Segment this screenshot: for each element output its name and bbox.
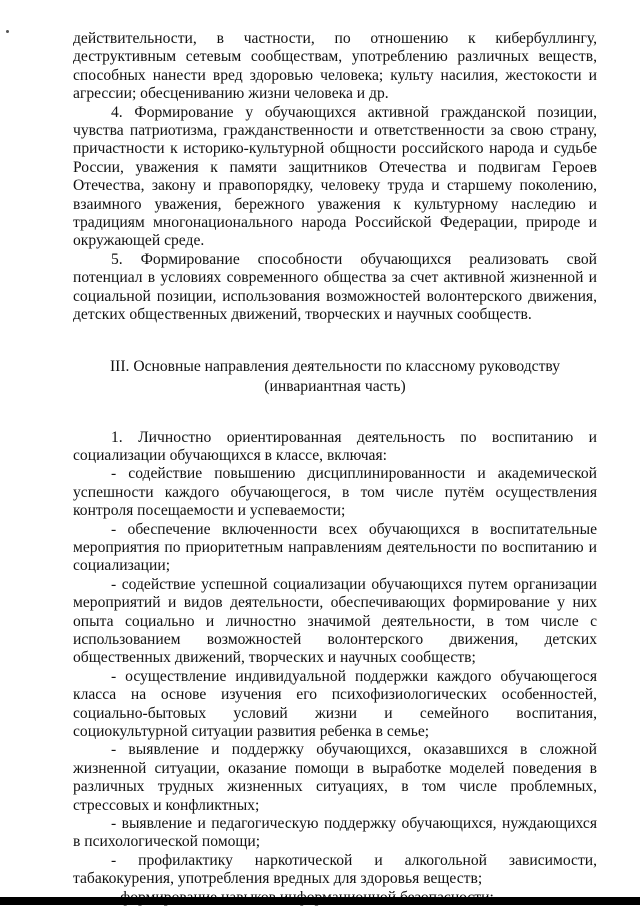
bullet-item: - содействие успешной социализации обучающихся путем организации мероприятий и видов деятельности, обеспечивающих формирование у них опыта социально и личностно значимой деятельности, в том числе с использованием возможностей волонтерского движения, детских общественных движений, творческих и научных сообществ; xyxy=(73,575,597,667)
subitem-1: 1. Личностно ориентированная деятельность по воспитанию и социализации обучающихся в классе, включая: xyxy=(73,428,597,464)
spacer xyxy=(73,325,597,357)
spacer xyxy=(73,397,597,429)
list-item-5: 5. Формирование способности обучающихся реализовать свой потенциал в условиях современного общества за счет активной жизненной и социальной позиции, использования возможностей волонтерского движения, детских общественных движений, творческих и научных сообществ. xyxy=(73,250,597,324)
scan-bottom-edge xyxy=(0,897,640,905)
bullet-item: - обеспечение включенности всех обучающихся в воспитательные мероприятия по приоритетным направлениям деятельности по воспитанию и социализации; xyxy=(73,520,597,575)
bullet-item: - осуществление индивидуальной поддержки каждого обучающегося класса на основе изучения его психофизиологических особенностей, социально-бытовых условий жизни и семейного воспитания, социокультурной ситуации развития ребенка в семье; xyxy=(73,667,597,740)
list-item-4: 4. Формирование у обучающихся активной гражданской позиции, чувства патриотизма, гражданственности и ответственности за свою страну, причастности к историко-культурной общности российского народа и судьбе России, уважения к памяти защитников Отечества и подвигам Героев Отечества, закону и правопорядку, человеку труда и старшему поколению, взаимного уважения, бережного уважения к культурному наследию и традициям многонационального народа Российской Федерации, природе и окружающей среде. xyxy=(73,103,597,250)
intro-paragraph: действительности, в частности, по отношению к кибербуллингу, деструктивным сетевым сообществам, употреблению различных веществ, способных нанести вред здоровью человека; культу насилия, жестокости и агрессии; обесцениванию жизни человека и др. xyxy=(73,30,597,103)
bullet-item: - профилактику наркотической и алкогольной зависимости, табакокурения, употребления вредных для здоровья веществ; xyxy=(73,851,597,888)
section-heading-title: III. Основные направления деятельности по классному руководству xyxy=(109,357,561,375)
section-heading xyxy=(73,357,597,397)
scan-speck xyxy=(6,30,9,33)
document-page xyxy=(73,30,597,907)
section-heading-subtitle: (инвариантная часть) xyxy=(264,377,406,395)
bullet-item: - выявление и поддержку обучающихся, оказавшихся в сложной жизненной ситуации, оказание помощи в выработке моделей поведения в различных трудных жизненных ситуациях, в том числе проблемных, стрессовых и конфликтных; xyxy=(73,741,597,814)
bullet-item: - выявление и педагогическую поддержку обучающихся, нуждающихся в психологической помощи; xyxy=(73,815,597,851)
bullet-item: - содействие повышению дисциплинированности и академической успешности каждого обучающегося, в том числе путём осуществления контроля посещаемости и успеваемости; xyxy=(73,465,597,520)
